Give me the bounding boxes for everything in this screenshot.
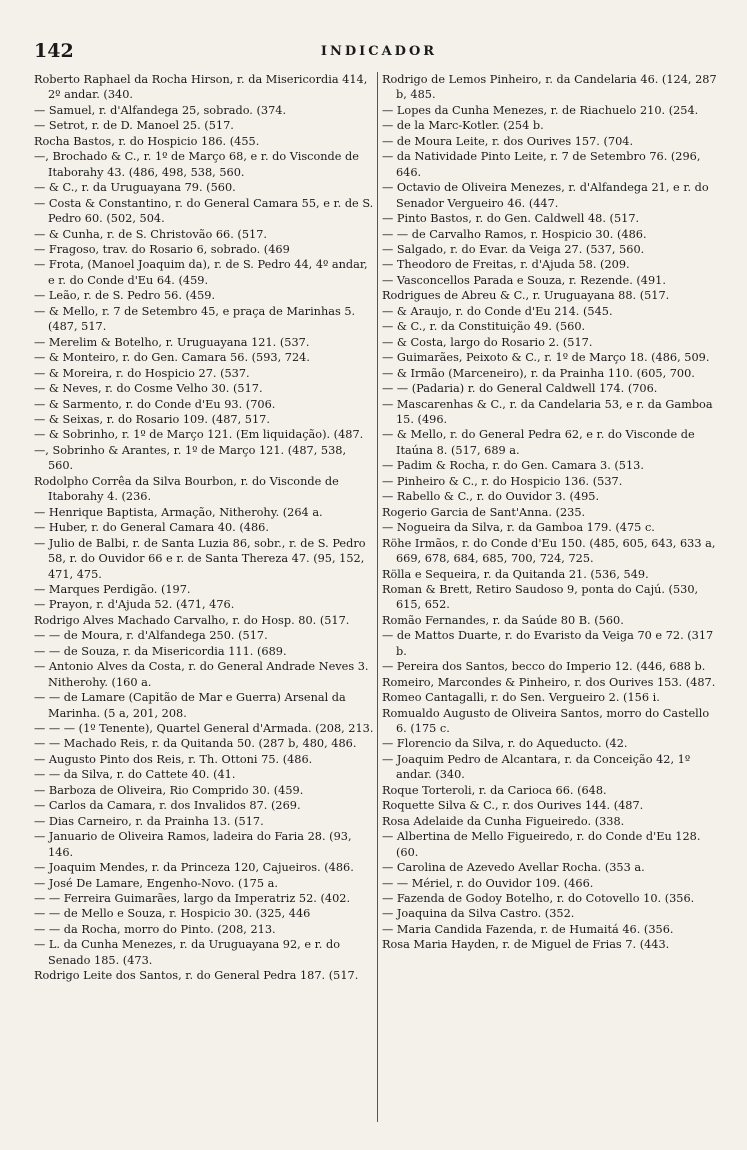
directory-entry: — Augusto Pinto dos Reis, r. Th. Ottoni 75. (486.: [34, 752, 313, 766]
page-number: 142: [34, 40, 74, 62]
right-column: [382, 72, 722, 953]
directory-entry: — & Mello, r. 7 de Setembro 45, e praça de Marinhas 5. (487, 517.: [34, 304, 356, 334]
directory-entry: — Dias Carneiro, r. da Prainha 13. (517.: [34, 814, 264, 828]
directory-entry: — & Seixas, r. do Rosario 109. (487, 517.: [34, 412, 270, 426]
running-head: INDICADOR: [320, 44, 438, 59]
directory-entry: — — de Souza, r. da Misericordia 111. (689.: [34, 644, 287, 658]
directory-entry: — — da Silva, r. do Cattete 40. (41.: [34, 768, 236, 782]
directory-entry: Rodrigo de Lemos Pinheiro, r. da Candelaria 46. (124, 287 b, 485.: [382, 73, 717, 102]
directory-entry: — Octavio de Oliveira Menezes, r. d'Alfandega 21, e r. do Senador Vergueiro 46. (447.: [382, 181, 709, 210]
directory-entry: — Carolina de Azevedo Avellar Rocha. (353 a.: [382, 861, 645, 875]
directory-entry: Rosa Adelaide da Cunha Figueiredo. (338.: [382, 814, 625, 828]
directory-entry: Romualdo Augusto de Oliveira Santos, morro do Castello 6. (175 c.: [382, 706, 710, 736]
directory-entry: — Lopes da Cunha Menezes, r. de Riachuelo 210. (254.: [382, 103, 699, 117]
directory-entry: — de Moura Leite, r. dos Ourives 157. (704.: [382, 134, 634, 148]
directory-entry: — Julio de Balbi, r. de Santa Luzia 86, sobr., r. de S. Pedro 58, r. do Ouvidor 66 e r. de Santa Thereza 47. (95, 152, 471, 475.: [34, 536, 366, 581]
directory-entry: — Samuel, r. d'Alfandega 25, sobrado. (374.: [34, 103, 287, 117]
directory-entry: — Henrique Baptista, Armação, Nitherohy. (264 a.: [34, 505, 323, 519]
directory-entry: — & C., r. da Constituição 49. (560.: [382, 320, 586, 334]
directory-entry: Romeiro, Marcondes & Pinheiro, r. dos Ourives 153. (487.: [382, 675, 716, 689]
directory-entry: — — Machado Reis, r. da Quitanda 50. (287 b, 480, 486.: [34, 737, 357, 751]
directory-entry: — — de Moura, r. d'Alfandega 250. (517.: [34, 629, 268, 643]
directory-entry: Romão Fernandes, r. da Saúde 80 B. (560.: [382, 613, 624, 627]
directory-entry: — Januario de Oliveira Ramos, ladeira do Faria 28. (93, 146.: [34, 830, 352, 859]
directory-entry: — & Neves, r. do Cosme Velho 30. (517.: [34, 382, 263, 396]
directory-entry: — Theodoro de Freitas, r. d'Ajuda 58. (209.: [382, 258, 630, 272]
directory-entry: — & Monteiro, r. do Gen. Camara 56. (593, 724.: [34, 351, 310, 365]
directory-entry: Röhe Irmãos, r. do Conde d'Eu 150. (485, 605, 643, 633 a, 669, 678, 684, 685, 700, 724, 725.: [382, 536, 716, 566]
directory-entry: — — de Lamare (Capitão de Mar e Guerra) Arsenal da Marinha. (5 a, 201, 208.: [34, 691, 346, 720]
directory-entry: Rogerio Garcia de Sant'Anna. (235.: [382, 505, 586, 519]
directory-entry: — da Natividade Pinto Leite, r. 7 de Setembro 76. (296, 646.: [382, 150, 701, 179]
directory-entry: —, Sobrinho & Arantes, r. 1º de Março 121. (487, 538, 560.: [34, 443, 347, 473]
directory-entry: — Pereira dos Santos, becco do Imperio 12. (446, 688 b.: [382, 660, 706, 674]
directory-entry: — & C., r. da Uruguayana 79. (560.: [34, 181, 236, 195]
directory-entry: — Huber, r. do General Camara 40. (486.: [34, 521, 269, 535]
directory-entry: — & Irmão (Marceneiro), r. da Prainha 110. (605, 700.: [382, 366, 695, 380]
directory-entry: — Joaquim Mendes, r. da Princeza 120, Cajueiros. (486.: [34, 861, 354, 875]
directory-entry: — & Mello, r. do General Pedra 62, e r. do Visconde de Itaúna 8. (517, 689 a.: [382, 428, 695, 457]
directory-entry: — — — (1º Tenente), Quartel General d'Armada. (208, 213.: [34, 722, 374, 736]
directory-entry: Rocha Bastos, r. do Hospicio 186. (455.: [34, 134, 260, 148]
directory-entry: — Fazenda de Godoy Botelho, r. do Cotovello 10. (356.: [382, 892, 695, 906]
directory-entry: — de la Marc-Kotler. (254 b.: [382, 119, 544, 133]
directory-entry: Rodrigues de Abreu & C., r. Uruguayana 88. (517.: [382, 289, 670, 303]
directory-entry: — — Ferreira Guimarães, largo da Imperatriz 52. (402.: [34, 892, 351, 906]
directory-entry: — Albertina de Mello Figueiredo, r. do Conde d'Eu 128. (60.: [382, 830, 701, 859]
directory-entry: — & Sarmento, r. do Conde d'Eu 93. (706.: [34, 397, 276, 411]
directory-entry: — Padim & Rocha, r. do Gen. Camara 3. (513.: [382, 459, 644, 473]
directory-entry: — Leão, r. de S. Pedro 56. (459.: [34, 289, 216, 303]
directory-entry: — — de Mello e Souza, r. Hospicio 30. (325, 446: [34, 907, 311, 921]
directory-entry: Romeo Cantagalli, r. do Sen. Vergueiro 2. (156 i.: [382, 691, 660, 705]
directory-entry: — & Cunha, r. de S. Christovão 66. (517.: [34, 227, 267, 241]
directory-entry: — — da Rocha, morro do Pinto. (208, 213.: [34, 922, 276, 936]
directory-entry: Rodrigo Alves Machado Carvalho, r. do Hosp. 80. (517.: [34, 613, 350, 627]
directory-entry: — Nogueira da Silva, r. da Gamboa 179. (475 c.: [382, 521, 655, 535]
column-divider: [377, 72, 378, 1122]
directory-entry: — Frota, (Manoel Joaquim da), r. de S. Pedro 44, 4º andar, e r. do Conde d'Eu 64. (459.: [34, 258, 368, 287]
directory-entry: — Vasconcellos Parada e Souza, r. Rezende. (491.: [382, 273, 666, 287]
directory-entry: — — (Padaria) r. do General Caldwell 174. (706.: [382, 382, 658, 396]
directory-entry: — Joaquim Pedro de Alcantara, r. da Conceição 42, 1º andar. (340.: [382, 752, 691, 782]
directory-entry: — L. da Cunha Menezes, r. da Uruguayana 92, e r. do Senado 185. (473.: [34, 938, 341, 967]
directory-entry: — Mascarenhas & C., r. da Candelaria 53, e r. da Gamboa 15. (496.: [382, 397, 713, 426]
directory-entry: — Carlos da Camara, r. dos Invalidos 87. (269.: [34, 799, 301, 813]
directory-entry: — Guimarães, Peixoto & C., r. 1º de Março 18. (486, 509.: [382, 351, 710, 365]
directory-entry: — Antonio Alves da Costa, r. do General Andrade Neves 3. Nitherohy. (160 a.: [34, 660, 369, 689]
directory-entry: Roque Torteroli, r. da Carioca 66. (648.: [382, 783, 607, 797]
directory-entry: — — Mériel, r. do Ouvidor 109. (466.: [382, 876, 594, 890]
directory-entry: Rosa Maria Hayden, r. de Miguel de Frias 7. (443.: [382, 938, 670, 952]
directory-entry: — Barboza de Oliveira, Rio Comprido 30. (459.: [34, 783, 304, 797]
directory-entry: Roquette Silva & C., r. dos Ourives 144. (487.: [382, 799, 644, 813]
directory-entry: — José De Lamare, Engenho-Novo. (175 a.: [34, 876, 278, 890]
directory-entry: — Setrot, r. de D. Manoel 25. (517.: [34, 119, 234, 133]
directory-entry: — Rabello & C., r. do Ouvidor 3. (495.: [382, 490, 600, 504]
directory-entry: — Costa & Constantino, r. do General Camara 55, e r. de S. Pedro 60. (502, 504.: [34, 196, 374, 226]
directory-entry: Rodolpho Corrêa da Silva Bourbon, r. do Visconde de Itaborahy 4. (236.: [34, 474, 339, 504]
directory-entry: — de Mattos Duarte, r. do Evaristo da Veiga 70 e 72. (317 b.: [382, 629, 714, 658]
directory-entry: — Joaquina da Silva Castro. (352.: [382, 907, 575, 921]
page-header: [34, 40, 724, 62]
directory-columns: [34, 72, 724, 1132]
directory-entry: — Prayon, r. d'Ajuda 52. (471, 476.: [34, 598, 235, 612]
directory-entry: — Fragoso, trav. do Rosario 6, sobrado. (469: [34, 242, 290, 256]
directory-entry: — & Sobrinho, r. 1º de Março 121. (Em liquidação). (487.: [34, 428, 364, 442]
directory-entry: — & Araujo, r. do Conde d'Eu 214. (545.: [382, 304, 613, 318]
directory-entry: — & Costa, largo do Rosario 2. (517.: [382, 335, 593, 349]
directory-entry: — Pinto Bastos, r. do Gen. Caldwell 48. (517.: [382, 212, 640, 226]
directory-entry: — Florencio da Silva, r. do Aqueducto. (42.: [382, 737, 628, 751]
directory-entry: — Salgado, r. do Evar. da Veiga 27. (537, 560.: [382, 242, 645, 256]
directory-entry: — Marques Perdigão. (197.: [34, 582, 191, 596]
directory-entry: — Merelim & Botelho, r. Uruguayana 121. (537.: [34, 335, 310, 349]
directory-entry: Rölla e Sequeira, r. da Quitanda 21. (536, 549.: [382, 567, 649, 581]
left-column: [34, 72, 374, 984]
directory-entry: Roman & Brett, Retiro Saudoso 9, ponta do Cajú. (530, 615, 652.: [382, 582, 699, 612]
directory-entry: — — de Carvalho Ramos, r. Hospicio 30. (486.: [382, 227, 647, 241]
directory-entry: —, Brochado & C., r. 1º de Março 68, e r. do Visconde de Itaborahy 43. (486, 498, 538, 560.: [34, 150, 359, 179]
directory-entry: Roberto Raphael da Rocha Hirson, r. da Misericordia 414, 2º andar. (340.: [34, 73, 368, 102]
directory-entry: Rodrigo Leite dos Santos, r. do General Pedra 187. (517.: [34, 969, 359, 983]
directory-entry: — Maria Candida Fazenda, r. de Humaitá 46. (356.: [382, 922, 674, 936]
directory-entry: — & Moreira, r. do Hospicio 27. (537.: [34, 366, 250, 380]
directory-entry: — Pinheiro & C., r. do Hospicio 136. (537.: [382, 474, 623, 488]
